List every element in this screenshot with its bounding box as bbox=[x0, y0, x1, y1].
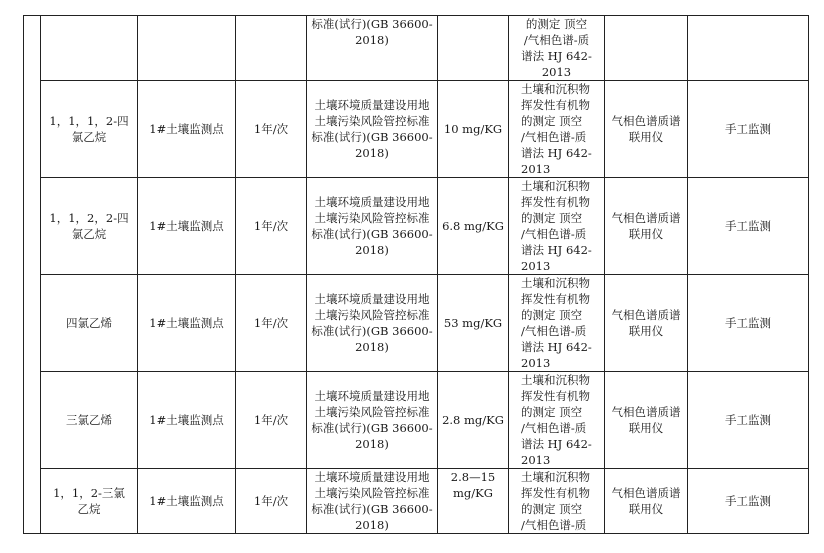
cell-point bbox=[138, 16, 236, 81]
cell-item-line: 四氯乙烯 bbox=[66, 316, 112, 330]
cell-standard-line: 标准(试行)(GB 36600- bbox=[311, 502, 433, 516]
cell-standard bbox=[307, 469, 438, 534]
cell-item bbox=[41, 81, 138, 178]
cell-instrument bbox=[605, 372, 688, 469]
cell-limit-line: 2.8—15 bbox=[450, 470, 496, 484]
cell-mode: 手工监测 bbox=[688, 469, 809, 534]
cell-standard-line: 土壤环境质量建设用地 bbox=[314, 470, 430, 484]
cell-standard-line: 土壤污染风险管控标准 bbox=[314, 405, 430, 419]
cell-limit-line: mg/KG bbox=[453, 486, 493, 500]
cell-instrument bbox=[605, 16, 688, 81]
cell-standard-line: 2018) bbox=[355, 340, 389, 354]
method-line: 2013 bbox=[541, 65, 572, 79]
table-row bbox=[24, 469, 809, 534]
cell-method-line: 挥发性有机物 bbox=[521, 292, 590, 306]
cell-instrument-line: 联用仪 bbox=[628, 227, 664, 241]
cell-method-line: 土壤和沉积物 bbox=[521, 276, 590, 290]
cell-point: 1#土壤监测点 bbox=[138, 372, 236, 469]
cell-limit bbox=[438, 81, 509, 178]
cell-method-line: 的测定 顶空 bbox=[521, 405, 583, 419]
cell-item bbox=[41, 275, 138, 372]
cell-instrument bbox=[605, 275, 688, 372]
cell-standard bbox=[307, 178, 438, 275]
cell-instrument-line: 气相色谱质谱 bbox=[611, 486, 681, 500]
cell-item-line: 三氯乙烯 bbox=[66, 413, 112, 427]
cell-limit-line: 6.8 mg/KG bbox=[442, 219, 504, 233]
cell-method bbox=[509, 469, 605, 534]
cell-frequency bbox=[236, 16, 307, 81]
cell-standard bbox=[307, 372, 438, 469]
method-line: 谱法 HJ 642- bbox=[521, 49, 592, 63]
cell-method-line: /气相色谱-质 bbox=[521, 324, 587, 338]
cell-instrument-line: 气相色谱质谱 bbox=[611, 114, 681, 128]
cell-method-line: 2013 bbox=[521, 356, 551, 370]
cell-instrument-line: 气相色谱质谱 bbox=[611, 405, 681, 419]
cell-method-line: 土壤和沉积物 bbox=[521, 179, 590, 193]
cell-frequency: 1年/次 bbox=[236, 275, 307, 372]
cell-standard-line: 2018) bbox=[355, 518, 389, 532]
cell-method-line: 2013 bbox=[521, 453, 551, 467]
cell-method bbox=[509, 178, 605, 275]
cell-point: 1#土壤监测点 bbox=[138, 178, 236, 275]
cell-instrument-line: 联用仪 bbox=[628, 324, 664, 338]
cell-standard-line: 土壤污染风险管控标准 bbox=[314, 308, 430, 322]
cell-standard-line: 标准(试行)(GB 36600- bbox=[311, 421, 433, 435]
cell-instrument bbox=[605, 178, 688, 275]
cell-limit bbox=[438, 16, 509, 81]
cell-instrument-line: 联用仪 bbox=[628, 130, 664, 144]
cell-item-line: 氯乙烷 bbox=[71, 227, 107, 241]
cell-item bbox=[41, 16, 138, 81]
cell-limit-line: 10 mg/KG bbox=[443, 122, 503, 136]
cell-method-line: 土壤和沉积物 bbox=[521, 470, 590, 484]
cell-method bbox=[509, 16, 605, 81]
cell-item-line: 1，1，2-三氯 bbox=[53, 486, 125, 500]
cell-limit-line: 2.8 mg/KG bbox=[442, 413, 504, 427]
cell-standard bbox=[307, 16, 438, 81]
cell-method-line: 的测定 顶空 bbox=[521, 211, 583, 225]
cell-instrument bbox=[605, 469, 688, 534]
table-row bbox=[24, 372, 809, 469]
cell-method-line: /气相色谱-质 bbox=[521, 421, 587, 435]
cell-method-line: 的测定 顶空 bbox=[521, 114, 583, 128]
cell-standard-line: 2018) bbox=[355, 243, 389, 257]
cell-standard-line: 2018) bbox=[355, 437, 389, 451]
cell-instrument-line: 气相色谱质谱 bbox=[611, 211, 681, 225]
cell-limit bbox=[438, 372, 509, 469]
cell-standard-line: 土壤污染风险管控标准 bbox=[314, 211, 430, 225]
cell-item-line: 氯乙烷 bbox=[71, 130, 107, 144]
cell-method-line: 2013 bbox=[521, 259, 551, 273]
cell-method-line: 挥发性有机物 bbox=[521, 486, 590, 500]
cell-standard-line: 标准(试行)(GB 36600- bbox=[311, 324, 433, 338]
cell-frequency: 1年/次 bbox=[236, 372, 307, 469]
cell-method-line: 谱法 HJ 642- bbox=[521, 146, 592, 160]
cell-standard bbox=[307, 275, 438, 372]
cell-limit bbox=[438, 469, 509, 534]
cell-standard-line: 土壤污染风险管控标准 bbox=[314, 114, 430, 128]
cell-method-line: 的测定 顶空 bbox=[521, 502, 583, 516]
cell-method-line: 谱法 HJ 642- bbox=[521, 243, 592, 257]
cell-standard-line: 2018) bbox=[355, 146, 389, 160]
cell-method-line: 挥发性有机物 bbox=[521, 98, 590, 112]
cell-method-line: 谱法 HJ 642- bbox=[521, 340, 592, 354]
cell-method-line: 谱法 HJ 642- bbox=[521, 437, 592, 451]
table-row bbox=[24, 275, 809, 372]
cell-point: 1#土壤监测点 bbox=[138, 81, 236, 178]
cell-method-line: 2013 bbox=[521, 162, 551, 176]
cell-instrument-line: 联用仪 bbox=[628, 502, 664, 516]
cell-item-line: 1，1，2，2-四 bbox=[49, 211, 129, 225]
table-row bbox=[24, 178, 809, 275]
cell-standard-line: 土壤环境质量建设用地 bbox=[314, 195, 430, 209]
cell-method-line: 土壤和沉积物 bbox=[521, 82, 590, 96]
method-line: /气相色谱-质 bbox=[523, 33, 590, 47]
cell-standard-line: 标准(试行)(GB 36600- bbox=[311, 227, 433, 241]
cell-method-line: 的测定 顶空 bbox=[521, 308, 583, 322]
cell-method-line: /气相色谱-质 bbox=[521, 227, 587, 241]
cell-limit bbox=[438, 178, 509, 275]
standard-line: 标准(试行)(GB 36600- bbox=[311, 17, 433, 31]
cell-item bbox=[41, 469, 138, 534]
cell-method bbox=[509, 275, 605, 372]
cell-frequency: 1年/次 bbox=[236, 178, 307, 275]
cell-limit bbox=[438, 275, 509, 372]
cell-standard-line: 土壤环境质量建设用地 bbox=[314, 292, 430, 306]
cell-instrument-line: 联用仪 bbox=[628, 421, 664, 435]
cell-instrument bbox=[605, 81, 688, 178]
cell-method-line: 挥发性有机物 bbox=[521, 195, 590, 209]
cell-item-line: 1，1，1，2-四 bbox=[49, 114, 129, 128]
method-line: 的测定 顶空 bbox=[525, 17, 588, 31]
cell-standard-line: 土壤环境质量建设用地 bbox=[314, 389, 430, 403]
cell-standard-line: 标准(试行)(GB 36600- bbox=[311, 130, 433, 144]
cell-method bbox=[509, 372, 605, 469]
cell-limit-line: 53 mg/KG bbox=[443, 316, 503, 330]
monitoring-table bbox=[23, 15, 809, 534]
cell-item bbox=[41, 372, 138, 469]
cell-method-line: 土壤和沉积物 bbox=[521, 373, 590, 387]
cell-method-line: 挥发性有机物 bbox=[521, 389, 590, 403]
merged-left-cell bbox=[24, 16, 41, 534]
cell-mode bbox=[688, 16, 809, 81]
cell-instrument-line: 气相色谱质谱 bbox=[611, 308, 681, 322]
cell-standard bbox=[307, 81, 438, 178]
table-row-continued bbox=[24, 16, 809, 81]
cell-item bbox=[41, 178, 138, 275]
cell-mode: 手工监测 bbox=[688, 275, 809, 372]
cell-method-line: /气相色谱-质 bbox=[521, 518, 587, 532]
cell-point: 1#土壤监测点 bbox=[138, 275, 236, 372]
table-row bbox=[24, 81, 809, 178]
standard-line: 2018) bbox=[355, 33, 389, 47]
cell-method-line: /气相色谱-质 bbox=[521, 130, 587, 144]
cell-item-line: 乙烷 bbox=[77, 502, 101, 516]
cell-method bbox=[509, 81, 605, 178]
cell-frequency: 1年/次 bbox=[236, 81, 307, 178]
cell-standard-line: 土壤污染风险管控标准 bbox=[314, 486, 430, 500]
cell-standard-line: 土壤环境质量建设用地 bbox=[314, 98, 430, 112]
cell-mode: 手工监测 bbox=[688, 178, 809, 275]
cell-mode: 手工监测 bbox=[688, 372, 809, 469]
cell-frequency: 1年/次 bbox=[236, 469, 307, 534]
cell-mode: 手工监测 bbox=[688, 81, 809, 178]
cell-point: 1#土壤监测点 bbox=[138, 469, 236, 534]
